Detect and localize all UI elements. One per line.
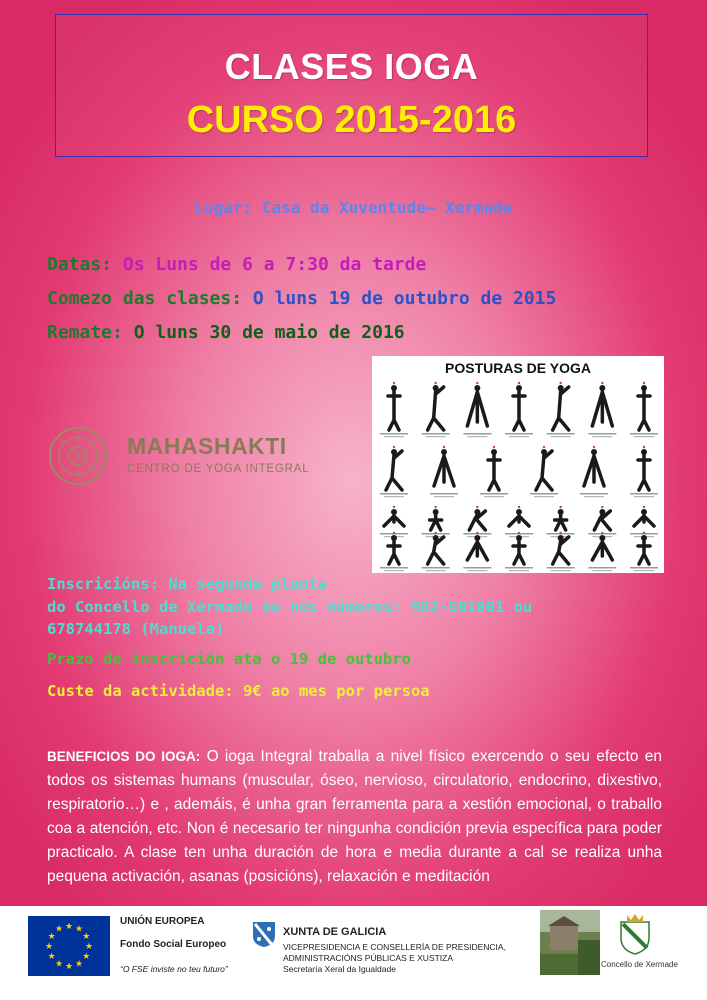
yoga-pose-figure	[480, 446, 508, 497]
yoga-pose-figure	[547, 382, 575, 437]
benefits-text: O ioga Integral traballa a nivel físico exercendo o seu efecto en todos os sistemas humans (muscular, óseo, nervioso, circulatorio, endocrino, dixestivo, respiratorio…) e , ademáis, é unha gran ferramenta para a xestión emocional, o traballo coa a atención, etc. Non é necesario ter ningunha condición previa específica para poder practicalo. A clase ten unha duración de hora e media durante a cal se realiza unha pequena activación, asanas (posicións), relaxación e meditación	[47, 748, 662, 885]
mandala-icon	[47, 425, 109, 487]
poster-title: POSTURAS DE YOGA	[445, 360, 591, 376]
benefits-paragraph	[47, 745, 662, 889]
eu-star: ★	[74, 923, 84, 934]
start-value: O luns 19 de outubro de 2015	[252, 288, 557, 309]
yoga-pose-figure	[588, 382, 616, 437]
yoga-pose-figure	[547, 532, 575, 571]
registration-text-1: Na segunda planta	[168, 575, 327, 593]
yoga-pose-figure	[463, 532, 491, 571]
title-box	[55, 14, 648, 157]
village-photo	[540, 910, 600, 975]
yoga-pose-figure	[422, 532, 450, 571]
yoga-pose-figure	[530, 446, 558, 497]
yoga-pose-figure	[380, 446, 408, 497]
registration-label: Inscricións:	[47, 575, 159, 593]
xunta-department-1: VICEPRESIDENCIA E CONSELLERÍA DE PRESIDENCIA,	[283, 942, 506, 952]
end-row	[47, 322, 405, 343]
eu-title: UNIÓN EUROPEA	[120, 916, 205, 927]
dates-label: Datas:	[47, 254, 113, 275]
registration-line-2: do Concello de Xermade ou nos números: 982-501001 ou	[47, 598, 533, 616]
sponsors-footer	[0, 906, 707, 1000]
yoga-pose-figure	[380, 532, 408, 571]
mahashakti-logo	[47, 425, 337, 487]
eu-motto: “O FSE inviste no teu futuro”	[120, 964, 228, 974]
eu-star: ★	[82, 931, 91, 941]
eu-flag-icon	[28, 916, 110, 976]
xunta-department-2: ADMINISTRACIÓNS PÚBLICAS E XUSTIZA	[283, 953, 454, 963]
xunta-emblem-icon	[250, 920, 278, 948]
title-line-2: CURSO 2015-2016	[186, 99, 517, 141]
registration-line-1	[47, 575, 327, 593]
eu-star: ★	[64, 961, 74, 971]
eu-star: ★	[47, 931, 56, 941]
yoga-pose-figure	[380, 382, 408, 437]
eu-star: ★	[84, 941, 94, 951]
eu-star: ★	[54, 958, 64, 969]
eu-stars	[28, 916, 110, 976]
dates-row	[47, 254, 426, 275]
eu-star: ★	[47, 951, 56, 961]
yoga-postures-poster	[372, 356, 664, 573]
yoga-pose-figure	[630, 532, 658, 571]
eu-fund: Fondo Social Europeo	[120, 939, 227, 950]
xunta-secretariat: Secretaría Xeral da Igualdade	[283, 964, 396, 974]
registration-line-3: 678744178 (Manuela)	[47, 620, 225, 638]
logo-name: MAHASHAKTI	[127, 433, 287, 459]
yoga-figures-image	[372, 356, 664, 573]
yoga-pose-figure	[422, 382, 450, 437]
start-label: Comezo das clases:	[47, 288, 243, 309]
concello-name: Concello de Xermade	[601, 960, 678, 969]
yoga-pose-figure	[430, 446, 458, 497]
end-value: O luns 30 de maio de 2016	[133, 322, 405, 343]
yoga-pose-figure	[463, 382, 491, 437]
benefits-label: BENEFICIOS DO IOGA:	[47, 749, 201, 764]
registration-deadline: Prazo de inscrición ata o 19 de outubro	[47, 650, 411, 668]
eu-star: ★	[54, 923, 64, 934]
eu-star: ★	[44, 941, 54, 951]
yoga-pose-figure	[588, 532, 616, 571]
yoga-pose-figure	[630, 382, 658, 437]
yoga-pose-figure	[505, 382, 533, 437]
yoga-pose-figure	[630, 446, 658, 497]
eu-star: ★	[82, 951, 91, 961]
start-row	[47, 288, 556, 309]
dates-value: Os Luns de 6 a 7:30 da tarde	[122, 254, 427, 275]
eu-star: ★	[64, 921, 74, 931]
yoga-pose-figure	[505, 532, 533, 571]
xermade-shield-icon	[617, 912, 653, 956]
eu-star: ★	[74, 958, 84, 969]
yoga-pose-figure	[580, 446, 608, 497]
place-line: Lugar: Casa da Xuventude– Xermade	[194, 198, 513, 217]
activity-cost: Custe da actividade: 9€ ao mes por persoa	[47, 682, 430, 700]
xunta-name: XUNTA DE GALICIA	[283, 926, 387, 938]
logo-subtitle: CENTRO DE YOGA INTEGRAL	[127, 463, 310, 475]
end-label: Remate:	[47, 322, 123, 343]
title-line-1: CLASES IOGA	[224, 46, 479, 87]
